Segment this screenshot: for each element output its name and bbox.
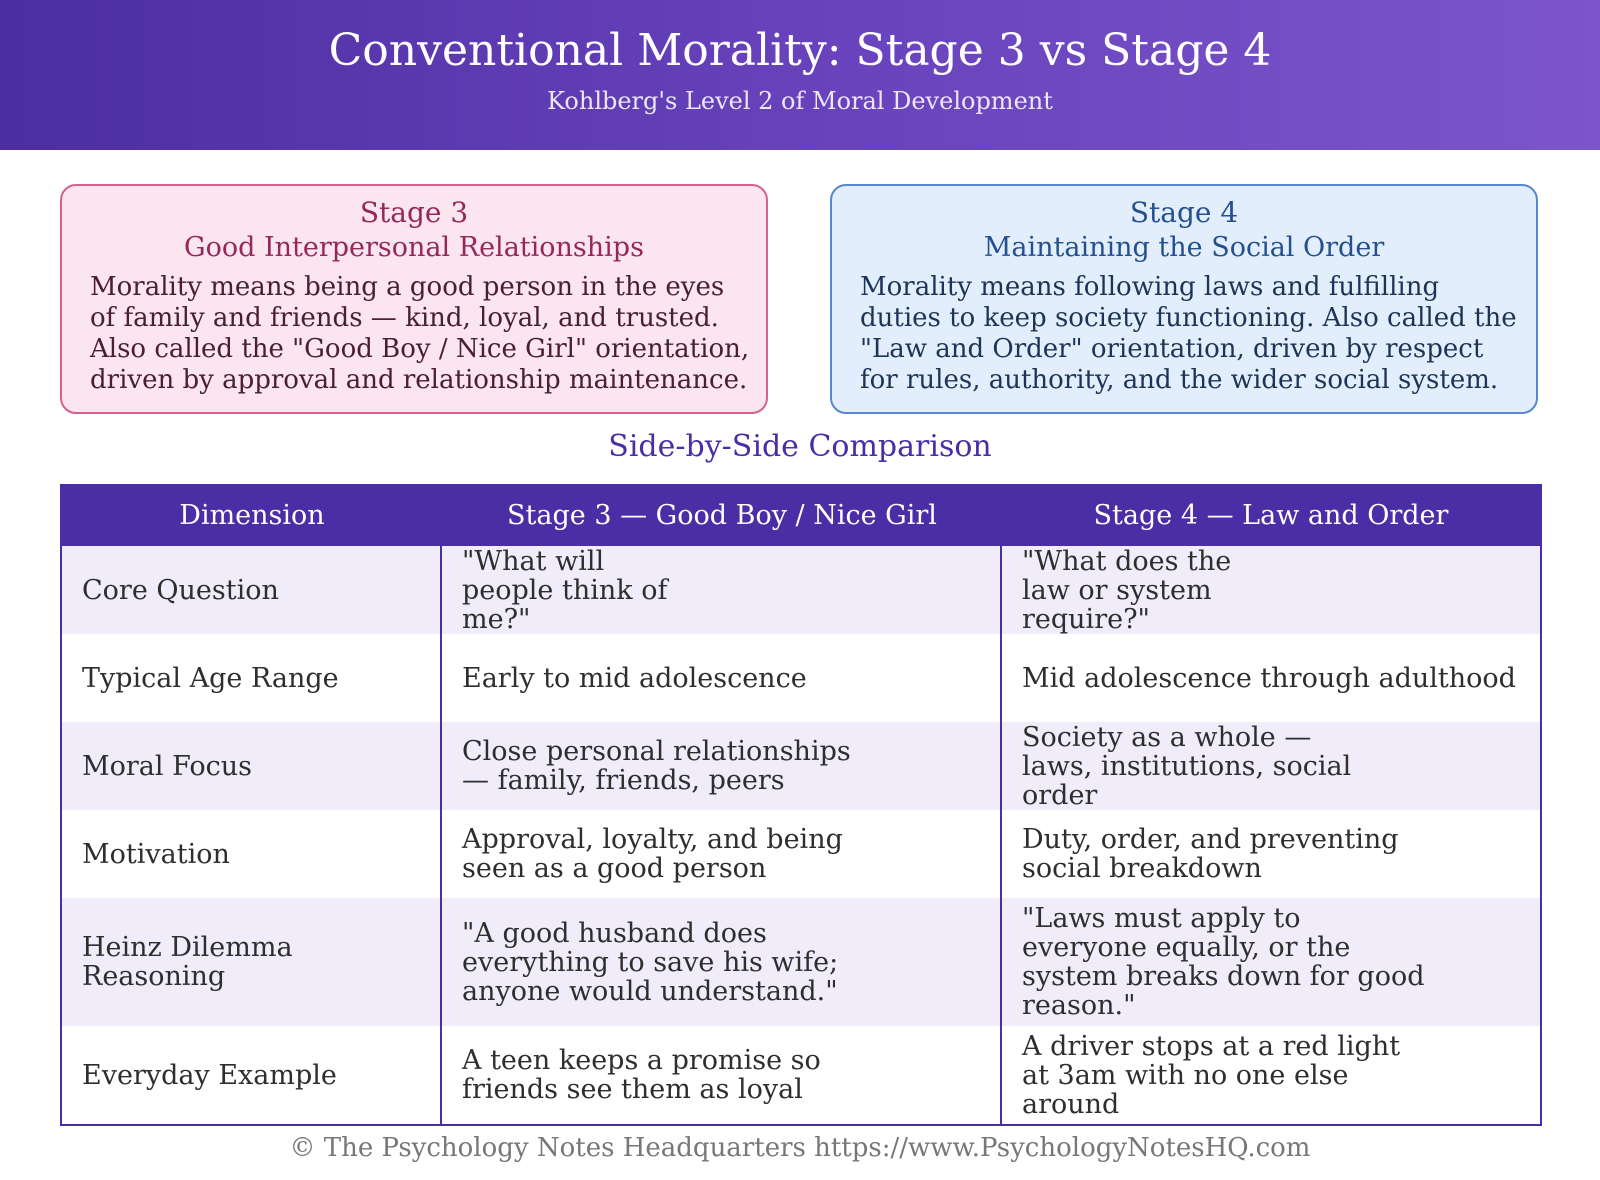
stage4-card-stage: Stage 4 <box>1129 196 1239 229</box>
stage4-card <box>830 184 1538 414</box>
table-row <box>62 810 1540 898</box>
row-stage4-text: "Laws must apply to everyone equally, or the system breaks down for good reason." <box>1022 903 1425 1021</box>
row-stage3 <box>442 1026 1002 1124</box>
row-stage4-text: Mid adolescence through adulthood <box>1022 662 1516 694</box>
column-divider <box>1000 546 1002 1124</box>
page-title: Conventional Morality: Stage 3 vs Stage 4 <box>328 25 1272 76</box>
comparison-table <box>60 484 1542 1126</box>
row-stage3-text: "A good husband does everything to save his wife; anyone would understand." <box>462 917 839 1007</box>
row-stage3 <box>442 546 1002 634</box>
stage4-card-name: Maintaining the Social Order <box>983 232 1385 263</box>
row-dimension: Everyday Example <box>82 1059 337 1091</box>
comparison-title: Side-by-Side Comparison <box>608 429 992 464</box>
stage3-card <box>60 184 768 414</box>
row-stage4 <box>1002 898 1540 1026</box>
row-stage3 <box>442 634 1002 722</box>
row-stage4-text: Duty, order, and preventing social breakdown <box>1022 824 1399 884</box>
row-stage3-text: "What will people think of me?" <box>462 545 668 635</box>
header-dimension: Dimension <box>179 500 325 531</box>
row-dimension: Moral Focus <box>82 750 253 782</box>
row-stage4 <box>1002 722 1540 810</box>
table-row <box>62 546 1540 634</box>
row-dimension <box>62 898 442 1026</box>
table-row <box>62 634 1540 722</box>
row-dimension-text: Heinz Dilemma Reasoning <box>82 932 293 992</box>
column-divider <box>440 546 442 1124</box>
row-dimension: Typical Age Range <box>82 662 339 694</box>
row-stage3-text: Approval, loyalty, and being seen as a good person <box>462 824 843 884</box>
row-stage3 <box>442 898 1002 1026</box>
row-stage4 <box>1002 810 1540 898</box>
row-stage4 <box>1002 546 1540 634</box>
row-stage4-text: Society as a whole — laws, institutions, social order <box>1022 721 1352 811</box>
stage3-card-name: Good Interpersonal Relationships <box>184 232 644 263</box>
row-stage4-text: A driver stops at a red light at 3am with no one else around <box>1022 1030 1401 1120</box>
table-header-row <box>62 486 1540 546</box>
header-stage3: Stage 3 — Good Boy / Nice Girl <box>507 500 937 531</box>
row-dimension: Motivation <box>82 838 230 870</box>
row-stage3-text: Early to mid adolescence <box>462 662 807 694</box>
footer-credit: © The Psychology Notes Headquarters https://www.PsychologyNotesHQ.com <box>289 1133 1311 1163</box>
stage4-card-description: Morality means following laws and fulfilling duties to keep society functioning. Also called the "Law and Order" orientation, driven by respect for rules, authority, and the wider social system. <box>860 272 1517 395</box>
stage3-card-stage: Stage 3 <box>359 196 469 229</box>
row-stage4 <box>1002 634 1540 722</box>
row-stage3 <box>442 810 1002 898</box>
row-stage4-text: "What does the law or system require?" <box>1022 545 1232 635</box>
row-stage4 <box>1002 1026 1540 1124</box>
row-dimension: Core Question <box>82 574 279 606</box>
row-stage3 <box>442 722 1002 810</box>
stage3-card-description: Morality means being a good person in the eyes of family and friends — kind, loyal, and trusted. Also called the "Good Boy / Nice Girl" orientation, driven by approval and relationship maintenance. <box>90 272 750 395</box>
table-row <box>62 898 1540 1026</box>
table-row <box>62 1026 1540 1124</box>
page-subtitle: Kohlberg's Level 2 of Moral Development <box>547 87 1053 115</box>
table-row <box>62 722 1540 810</box>
row-stage3-text: A teen keeps a promise so friends see them as loyal <box>462 1045 821 1105</box>
row-stage3-text: Close personal relationships — family, friends, peers <box>462 736 851 796</box>
header-stage4: Stage 4 — Law and Order <box>1093 500 1449 531</box>
header-banner <box>0 0 1600 150</box>
